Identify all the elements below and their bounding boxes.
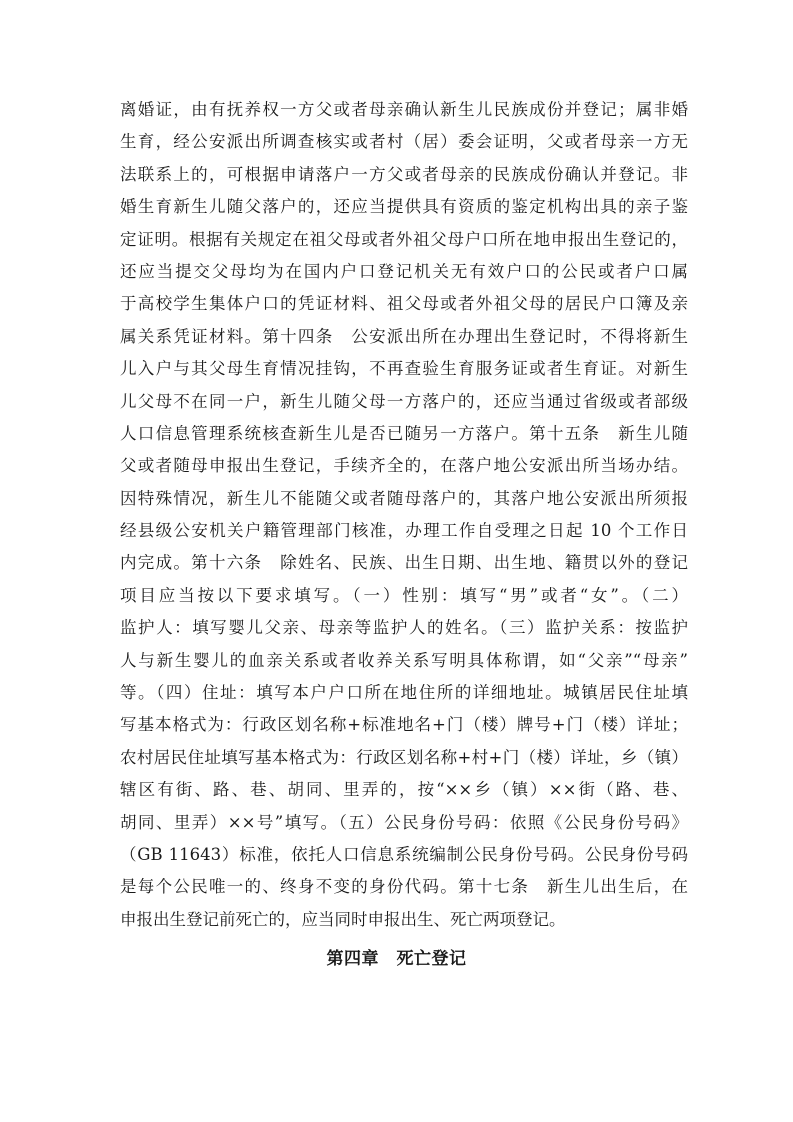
text-line: 是每个公民唯一的、终身不变的身份代码。第十七条 新生儿出生后，在	[120, 877, 688, 897]
text-line: 离婚证，由有抚养权一方父或者母亲确认新生儿民族成份并登记；属非婚	[120, 100, 688, 119]
text-line: 农村居民住址填写基本格式为：行政区划名称+村+门（楼）详址，乡（镇）	[120, 747, 688, 767]
text-line: 人口信息管理系统核查新生儿是否已随另一方落户。第十五条 新生儿随	[120, 423, 688, 443]
text-line: 婚生育新生儿随父落户的，还应当提供具有资质的鉴定机构出具的亲子鉴	[120, 197, 688, 217]
text-line: 项目应当按以下要求填写。（一）性别：填写“男”或者“女”。（二）	[120, 585, 688, 605]
chapter-heading: 第四章 死亡登记	[326, 949, 467, 969]
text-line: （GB 11643）标准，依托人口信息系统编制公民身份号码。公民身份号码	[120, 844, 688, 864]
text-line: 申报出生登记前死亡的，应当同时申报出生、死亡两项登记。	[120, 909, 566, 929]
text-line: 儿父母不在同一户，新生儿随父母一方落户的，还应当通过省级或者部级	[120, 391, 688, 411]
body-paragraph	[120, 94, 688, 936]
text-line: 还应当提交父母均为在国内户口登记机关无有效户口的公民或者户口属	[120, 261, 688, 281]
text-line: 辖区有街、路、巷、胡同、里弄的，按“××乡（镇）××街（路、巷、	[120, 780, 688, 800]
text-line: 等。（四）住址：填写本户户口所在地住所的详细地址。城镇居民住址填	[120, 683, 688, 703]
text-line: 人与新生婴儿的血亲关系或者收养关系写明具体称谓，如“父亲”“母亲”	[120, 650, 688, 670]
text-line: 定证明。根据有关规定在祖父母或者外祖父母户口所在地申报出生登记的，	[120, 229, 688, 249]
text-line: 属关系凭证材料。第十四条 公安派出所在办理出生登记时，不得将新生	[120, 326, 688, 346]
text-line: 经县级公安机关户籍管理部门核准，办理工作自受理之日起 10 个工作日	[120, 521, 688, 541]
text-line: 父或者随母申报出生登记，手续齐全的，在落户地公安派出所当场办结。	[120, 456, 688, 476]
text-line: 因特殊情况，新生儿不能随父或者随母落户的，其落户地公安派出所须报	[120, 488, 688, 508]
text-line: 于高校学生集体户口的凭证材料、祖父母或者外祖父母的居民户口簿及亲	[120, 294, 688, 314]
text-line: 胡同、里弄）××号”填写。（五）公民身份号码：依照《公民身份号码》	[120, 812, 688, 832]
text-line: 内完成。第十六条 除姓名、民族、出生日期、出生地、籍贯以外的登记	[120, 553, 688, 573]
text-line: 生育，经公安派出所调查核实或者村（居）委会证明，父或者母亲一方无	[120, 132, 688, 152]
text-line: 法联系上的，可根据申请落户一方父或者母亲的民族成份确认并登记。非	[120, 164, 688, 184]
text-line: 监护人：填写婴儿父亲、母亲等监护人的姓名。（三）监护关系：按监护	[120, 618, 688, 638]
text-line: 儿入户与其父母生育情况挂钩，不再查验生育服务证或者生育证。对新生	[120, 359, 688, 379]
text-line: 写基本格式为：行政区划名称+标准地名+门（楼）牌号+门（楼）详址；	[120, 715, 688, 735]
